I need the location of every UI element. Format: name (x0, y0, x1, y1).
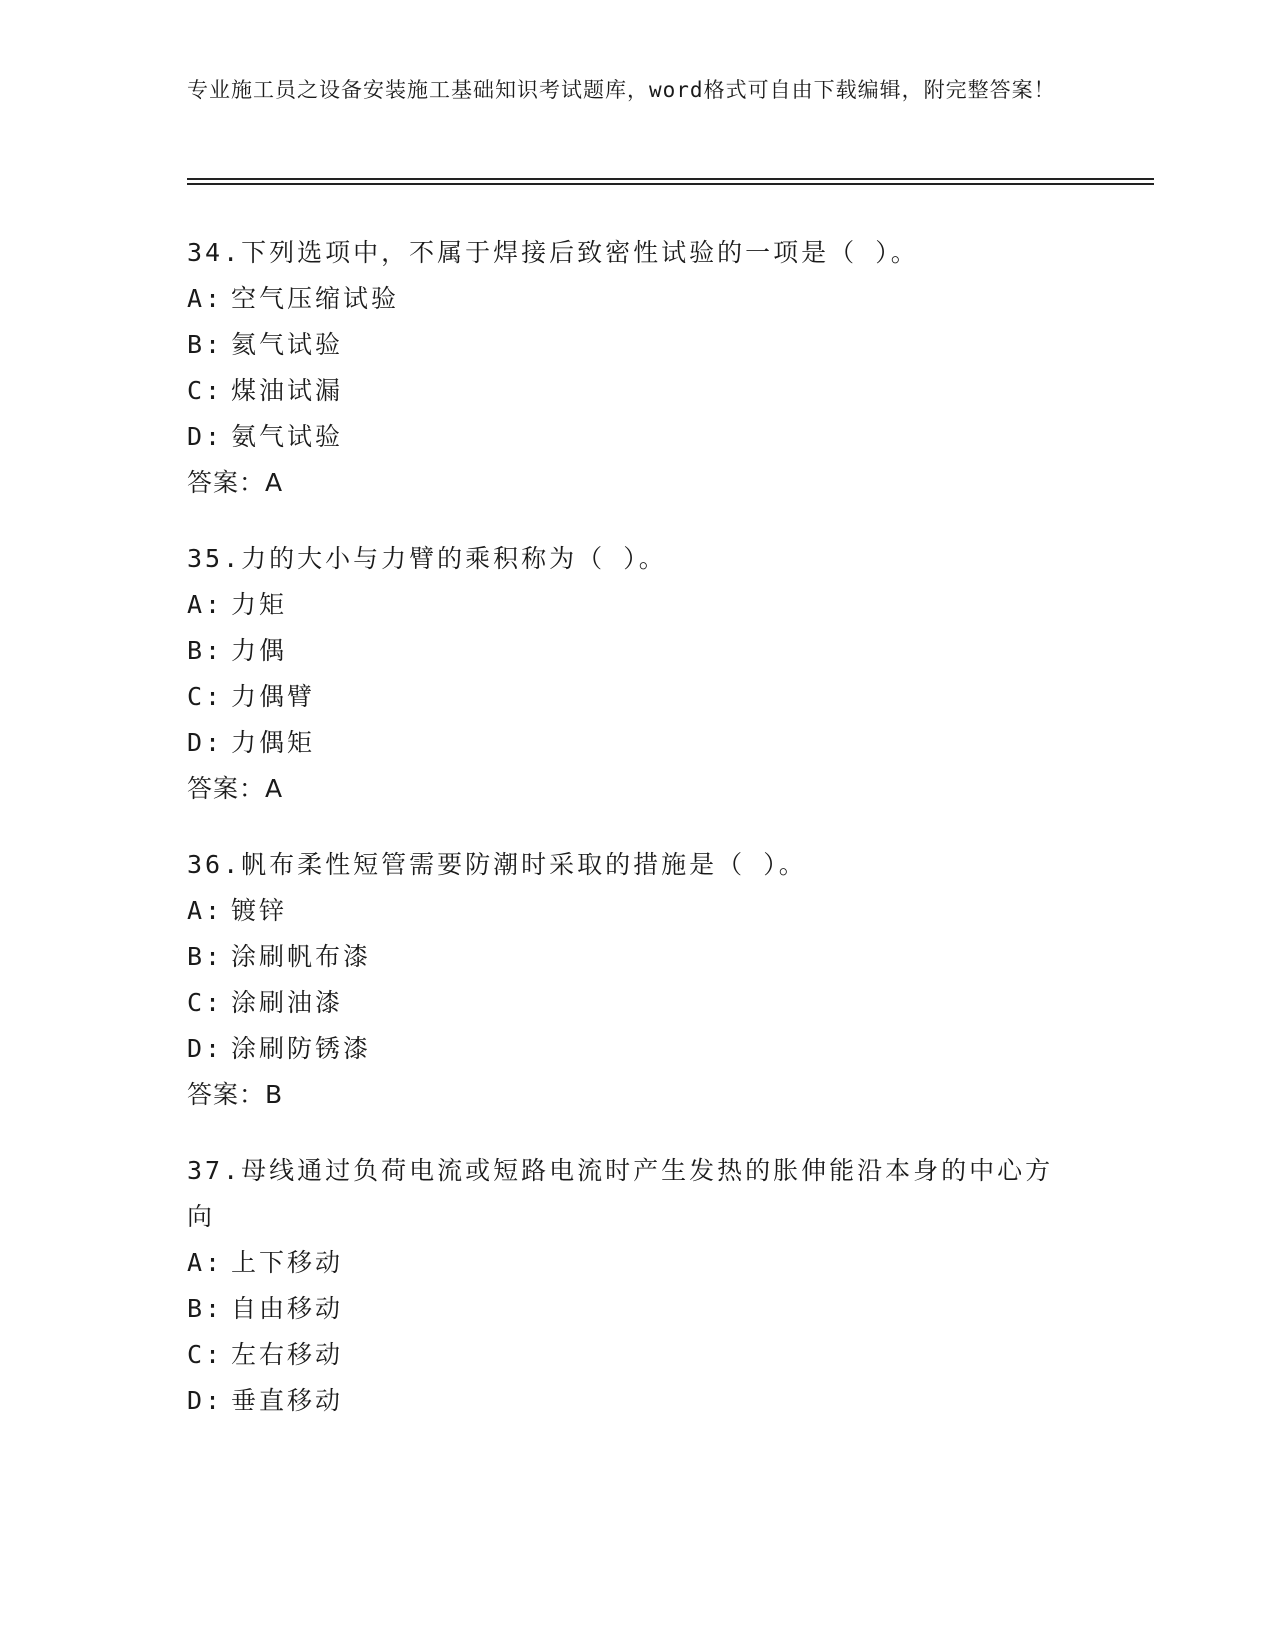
option-c (187, 980, 1087, 1026)
option-text: 镀锌 (231, 896, 288, 925)
option-letter: C: (187, 376, 224, 405)
answer: 答案：B (187, 1080, 284, 1109)
question-35 (187, 536, 1087, 812)
option-letter: D: (187, 1386, 224, 1415)
question-36 (187, 842, 1087, 1118)
option-letter: A: (187, 896, 224, 925)
option-text: 涂刷防锈漆 (231, 1034, 372, 1063)
document-header: 专业施工员之设备安装施工基础知识考试题库，word格式可自由下载编辑，附完整答案！ (187, 78, 1056, 102)
option-letter: D: (187, 1034, 224, 1063)
option-a (187, 582, 1087, 628)
question-stem: 35.力的大小与力臂的乘积称为（ ）。 (187, 544, 667, 573)
option-letter: B: (187, 330, 224, 359)
option-text: 煤油试漏 (231, 376, 344, 405)
option-b (187, 322, 1087, 368)
option-letter: B: (187, 1294, 224, 1323)
option-text: 左右移动 (231, 1340, 344, 1369)
option-letter: A: (187, 1248, 224, 1277)
option-b (187, 1286, 1087, 1332)
option-text: 垂直移动 (231, 1386, 344, 1415)
option-d (187, 414, 1087, 460)
option-letter: A: (187, 284, 224, 313)
question-stem: 36.帆布柔性短管需要防潮时采取的措施是（ ）。 (187, 850, 807, 879)
option-letter: B: (187, 942, 224, 971)
option-letter: C: (187, 682, 224, 711)
question-stem: 37.母线通过负荷电流或短路电流时产生发热的胀伸能沿本身的中心方向 (187, 1156, 1054, 1231)
option-text: 上下移动 (231, 1248, 344, 1277)
option-text: 自由移动 (231, 1294, 344, 1323)
option-letter: C: (187, 1340, 224, 1369)
option-letter: C: (187, 988, 224, 1017)
option-d (187, 1026, 1087, 1072)
option-text: 力矩 (231, 590, 288, 619)
option-letter: A: (187, 590, 224, 619)
header-rule-top (187, 178, 1154, 180)
question-stem: 34.下列选项中，不属于焊接后致密性试验的一项是（ ）。 (187, 238, 919, 267)
option-a (187, 888, 1087, 934)
option-letter: D: (187, 728, 224, 757)
question-37 (187, 1148, 1087, 1424)
option-text: 空气压缩试验 (231, 284, 400, 313)
header-rule-bottom (187, 183, 1154, 185)
option-letter: B: (187, 636, 224, 665)
answer: 答案：A (187, 774, 284, 803)
option-c (187, 1332, 1087, 1378)
option-text: 力偶臂 (231, 682, 316, 711)
option-b (187, 628, 1087, 674)
option-text: 力偶 (231, 636, 288, 665)
question-34 (187, 230, 1087, 506)
option-text: 氦气试验 (231, 330, 344, 359)
answer: 答案：A (187, 468, 284, 497)
option-text: 涂刷油漆 (231, 988, 344, 1017)
question-list (187, 230, 1087, 1454)
option-a (187, 276, 1087, 322)
option-d (187, 1378, 1087, 1424)
option-text: 氨气试验 (231, 422, 344, 451)
option-c (187, 674, 1087, 720)
option-letter: D: (187, 422, 224, 451)
option-c (187, 368, 1087, 414)
option-text: 涂刷帆布漆 (231, 942, 372, 971)
option-d (187, 720, 1087, 766)
option-text: 力偶矩 (231, 728, 316, 757)
option-b (187, 934, 1087, 980)
option-a (187, 1240, 1087, 1286)
